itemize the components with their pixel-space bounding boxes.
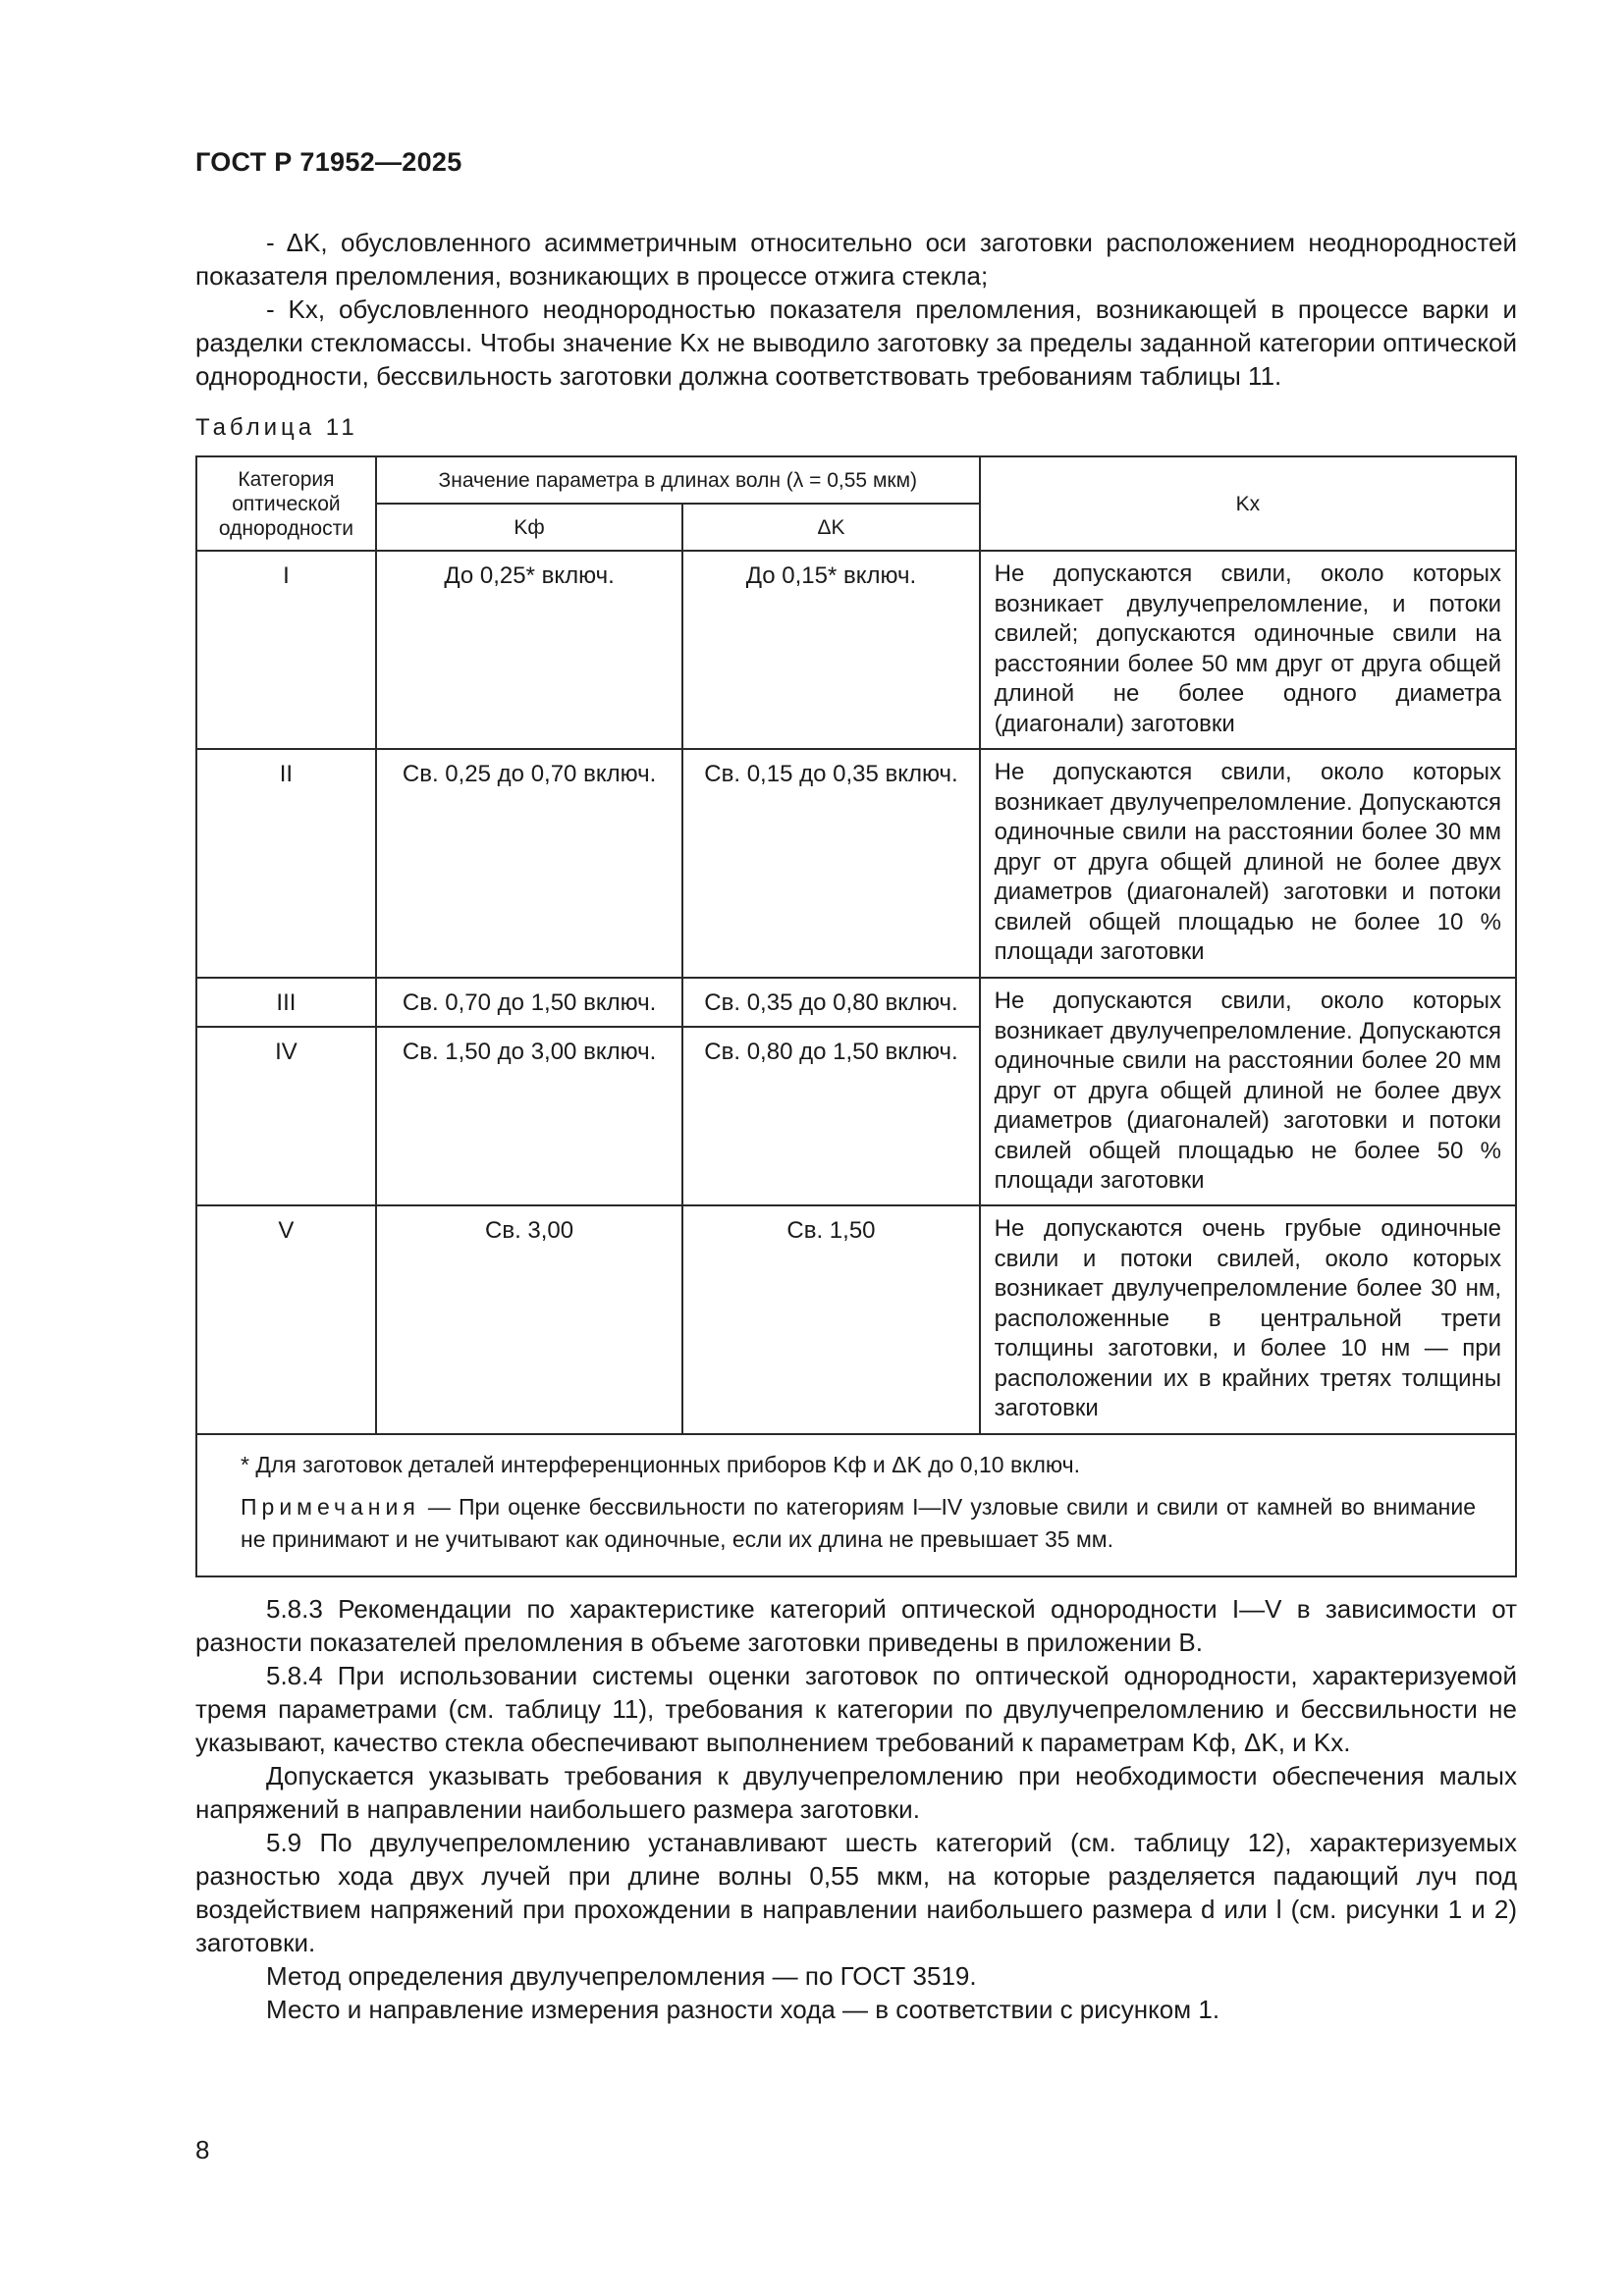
cell-kf: Св. 0,70 до 1,50 включ. [376,978,682,1027]
cell-kf: До 0,25* включ. [376,551,682,749]
table-11 [195,455,1517,1577]
cell-dk: До 0,15* включ. [682,551,979,749]
cell-category: III [196,978,376,1027]
cell-dk: Св. 0,15 до 0,35 включ. [682,749,979,978]
table-row [196,978,1516,1027]
table-row [196,749,1516,978]
cell-kx: Не допускаются очень грубые одиночные свили и потоки свилей, около которых возникает двулучепреломление более 30 нм, расположенные в центральной трети толщины заготовки, и более 10 нм — при расположении их в крайних третях толщины заготовки [980,1205,1516,1434]
cell-kx: Не допускаются свили, около которых возникает двулучепреломление. Допускаются одиночные свили на расстоянии более 30 мм друг от друга общей длиной не более двух диаметров (диагоналей) заготовки и потоки свилей общей площадью не более 10 % площади заготовки [980,749,1516,978]
cell-kx: Не допускаются свили, около которых возникает двулучепреломление. Допускаются одиночные свили на расстоянии более 20 мм друг от друга общей длиной не более двух диаметров (диагоналей) заготовки и потоки свилей общей площадью не более 50 % площади заготовки [980,978,1516,1205]
paragraph-5-9: 5.9 По двулучепреломлению устанавливают шесть категорий (см. таблицу 12), характеризуемых разностью хода двух лучей при длине волны 0,55 мкм, на которые разделяется падающий луч под воздействием напряжений при прохождении в направлении наибольшего размера d или l (см. рисунки 1 и 2) заготовки. [195,1828,1517,1957]
paragraph-5-8-3: 5.8.3 Рекомендации по характеристике категорий оптической однородности I—V в зависимости от разности показателей преломления в объеме заготовки приведены в приложении В. [195,1594,1517,1657]
paragraph-5-8-4: 5.8.4 При использовании системы оценки заготовок по оптической однородности, характеризуемой тремя параметрами (см. таблицу 11), требования к категории по двулучепреломлению и бессвильности не указывают, качество стекла обеспечивают выполнением требований к параметрам Kф, ΔK, и Kх. [195,1661,1517,1757]
note-label: Примечания [241,1494,420,1520]
paragraph-method: Метод определения двулучепреломления — по ГОСТ 3519. [266,1961,977,1991]
note-text: — При оценке бессвильности по категориям I—IV узловые свили и свили от камней во внимание не принимают и не учитывают как одиночные, если их длина не превышает 35 мм. [241,1494,1477,1552]
table-row [196,551,1516,749]
cell-dk: Св. 1,50 [682,1205,979,1434]
header-category: Категория оптической однородности [196,456,376,551]
header-dk: ΔK [682,504,979,551]
document-header: ГОСТ Р 71952—2025 [195,147,462,177]
cell-category: V [196,1205,376,1434]
table-row [196,1205,1516,1434]
table-note [241,1491,1476,1556]
header-kx: Kх [980,456,1516,551]
cell-category: II [196,749,376,978]
cell-category: I [196,551,376,749]
cell-kx: Не допускаются свили, около которых возникает двулучепреломление, и потоки свилей; допускаются одиночные свили на расстоянии более 50 мм друг от друга общей длиной не более одного диаметра (диагонали) заготовки [980,551,1516,749]
body-block [195,1592,1517,2026]
cell-kf: Св. 0,25 до 0,70 включ. [376,749,682,978]
cell-kf: Св. 1,50 до 3,00 включ. [376,1027,682,1205]
cell-dk: Св. 0,35 до 0,80 включ. [682,978,979,1027]
table-footnote: * Для заготовок деталей интерференционных приборов Kф и ΔK до 0,10 включ. [241,1452,1081,1477]
intro-paragraph-kx: - Kх, обусловленного неоднородностью показателя преломления, возникающей в процессе варки и разделки стекломассы. Чтобы значение Kх не выводило заготовку за пределы заданной категории оптической однородности, бессвильность заготовки должна соответствовать требованиям таблицы 11. [195,294,1517,391]
intro-paragraph-dk: - ΔK, обусловленного асимметричным относительно оси заготовки расположением неоднородностей показателя преломления, возникающих в процессе отжига стекла; [195,228,1517,291]
cell-kf: Св. 3,00 [376,1205,682,1434]
table-notes [196,1434,1516,1576]
cell-category: IV [196,1027,376,1205]
header-kf: Kф [376,504,682,551]
intro-block [195,226,1517,393]
paragraph-5-8-4-allowance: Допускается указывать требования к двулучепреломлению при необходимости обеспечения малых напряжений в направлении наибольшего размера заготовки. [195,1761,1517,1824]
table-caption: Таблица 11 [195,414,358,441]
page-number: 8 [195,2135,210,2164]
header-param-group: Значение параметра в длинах волн (λ = 0,55 мкм) [376,456,980,504]
cell-dk: Св. 0,80 до 1,50 включ. [682,1027,979,1205]
paragraph-place: Место и направление измерения разности хода — в соответствии с рисунком 1. [266,1995,1220,2024]
